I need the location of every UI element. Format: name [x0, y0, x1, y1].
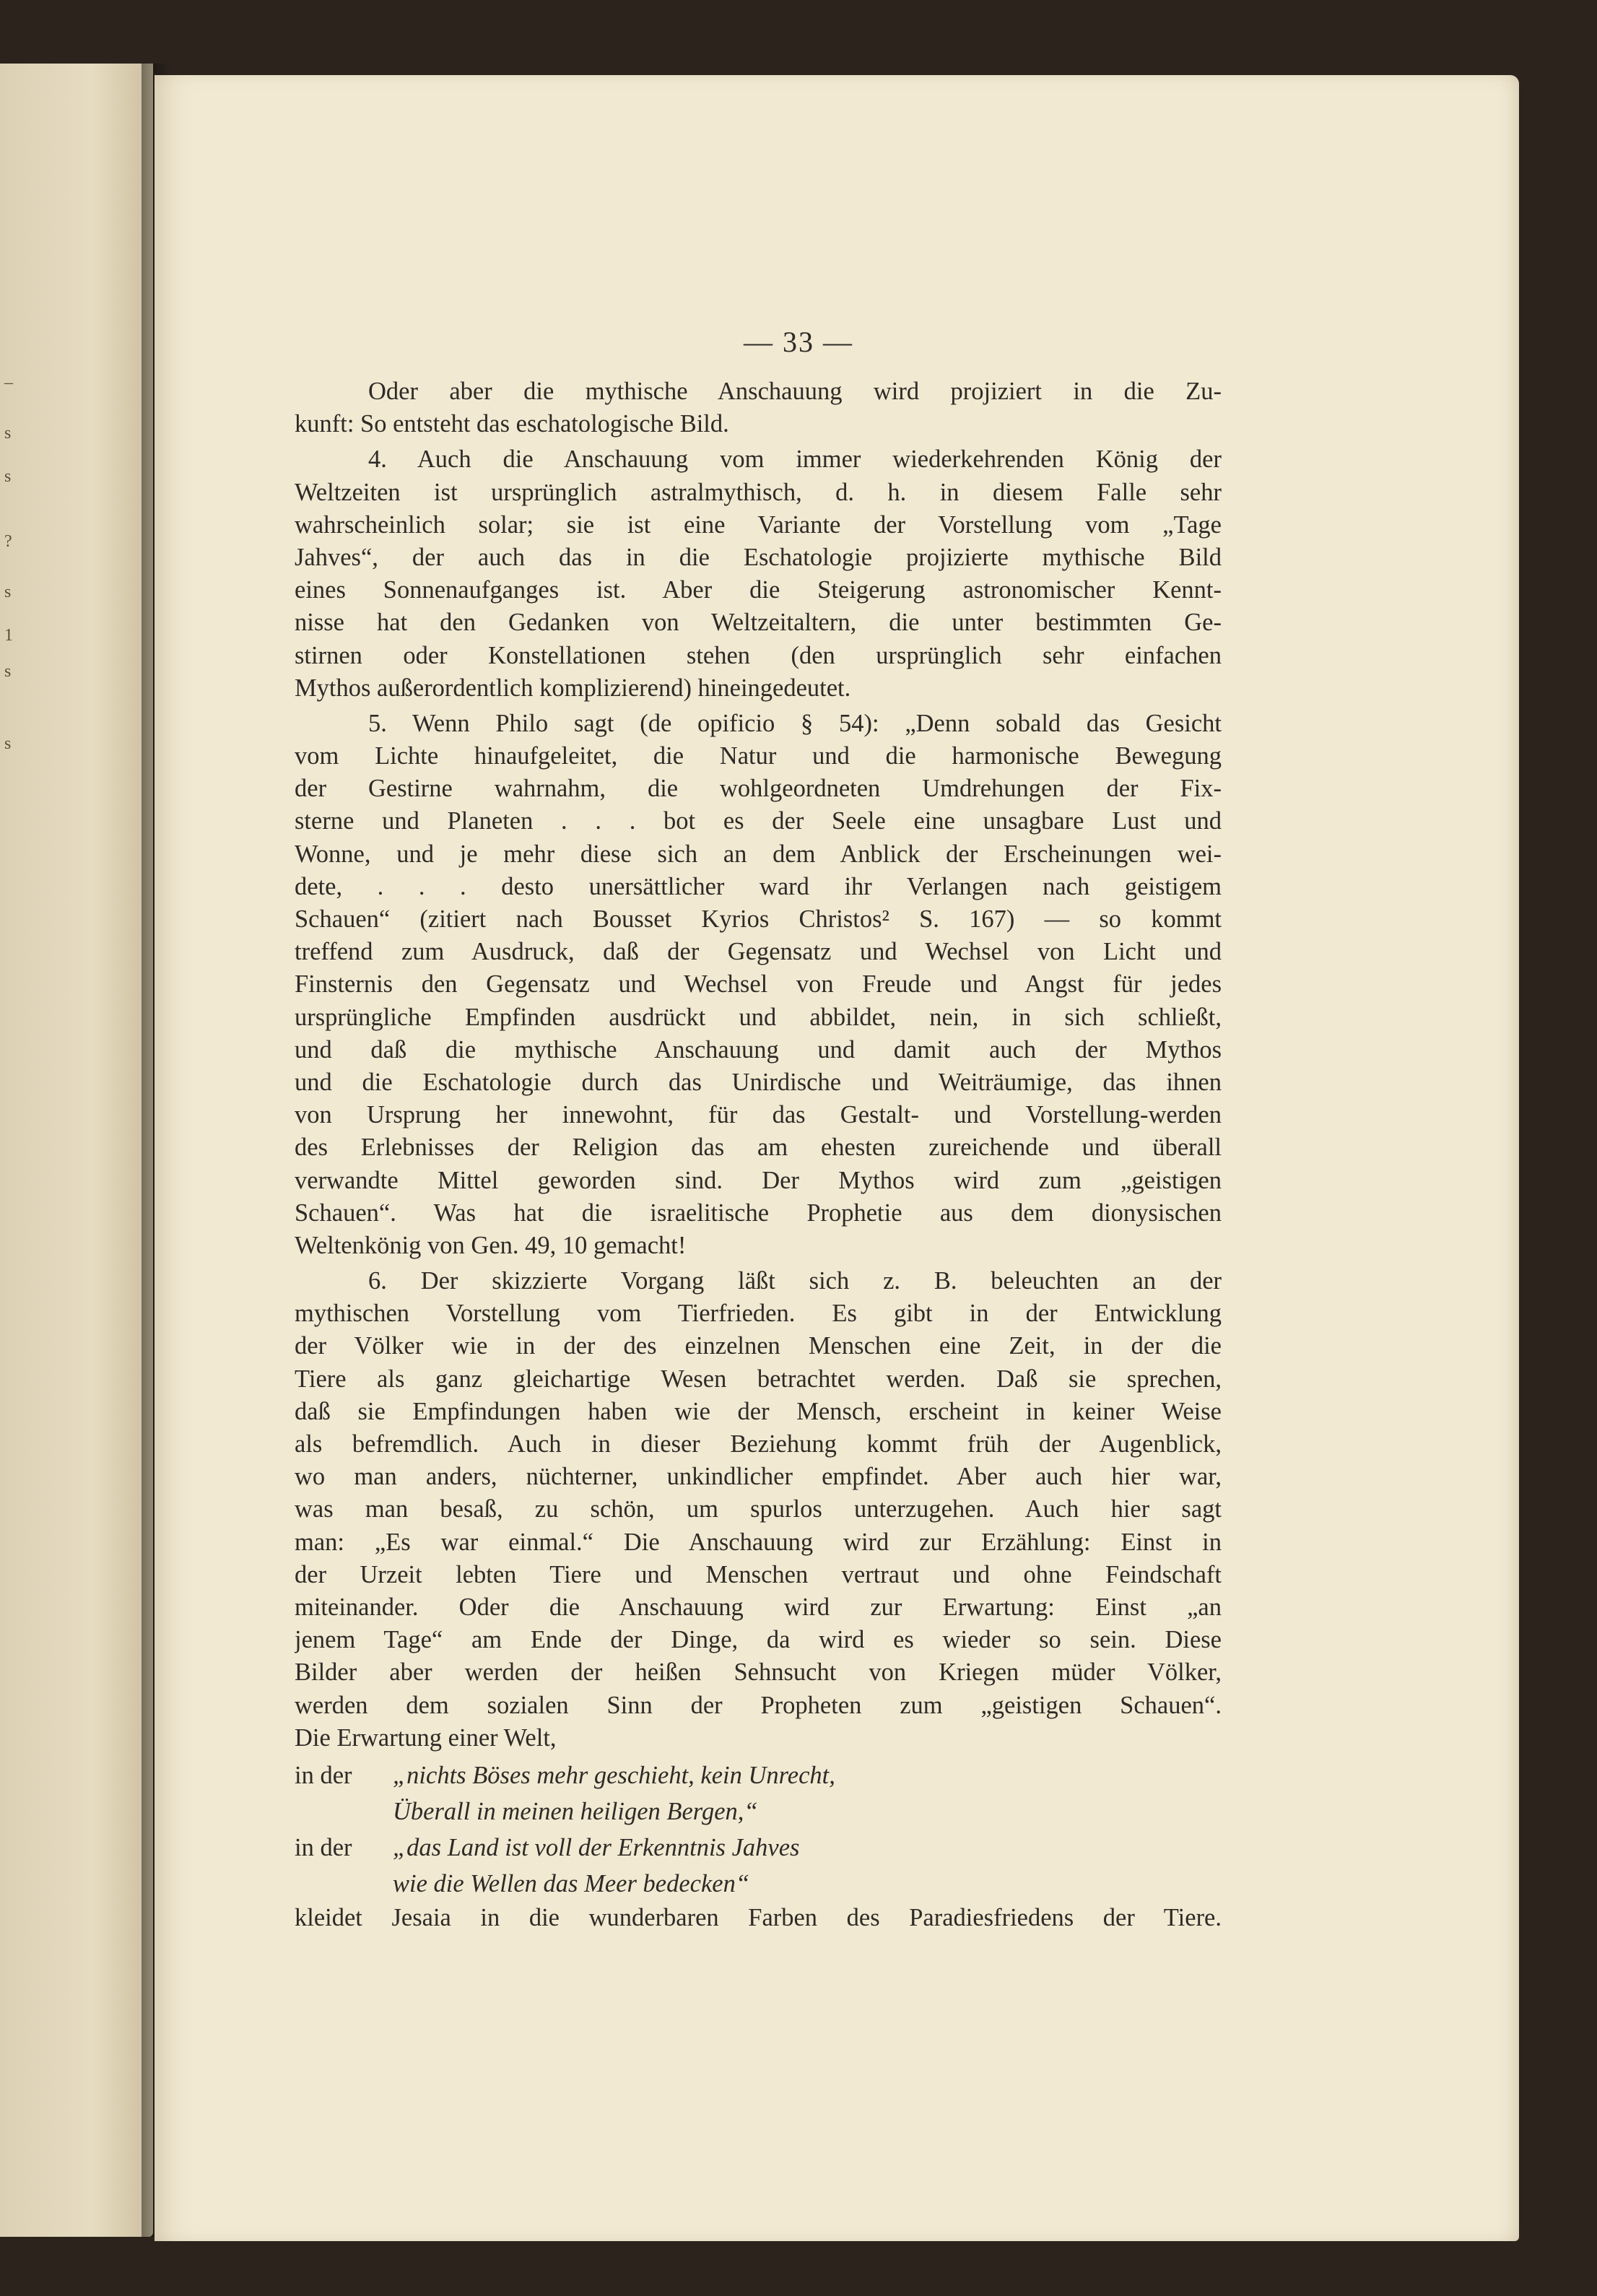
body-text: [295, 375, 1222, 1934]
text-line: Schauen“. Was hat die israelitische Prophetie aus dem dionysischen: [295, 1199, 1222, 1227]
quote-line: [295, 1830, 1222, 1866]
text-line: vom Lichte hinaufgeleitet, die Natur und die harmonische Bewegung: [295, 742, 1222, 770]
left-page-marks: [0, 64, 17, 2237]
left-page-mark: s: [4, 467, 12, 486]
text-line: ursprüngliche Empfinden ausdrückt und abbildet, nein, in sich schließt,: [295, 1003, 1222, 1031]
text-line: Schauen“ (zitiert nach Bousset Kyrios Christos² S. 167) — so kommt: [295, 905, 1222, 933]
text-line: nisse hat den Gedanken von Weltzeitaltern, die unter bestimmten Ge-: [295, 609, 1222, 637]
paragraph: [295, 443, 1222, 705]
quote-verse: wie die Wellen das Meer bedecken“: [393, 1869, 750, 1897]
text-line: was man besaß, zu schön, um spurlos unterzugehen. Auch hier sagt: [295, 1495, 1222, 1523]
closing-line: kleidet Jesaia in die wunderbaren Farben des Paradiesfriedens der Tiere.: [295, 1903, 1222, 1931]
left-page-mark: 1: [4, 626, 13, 645]
quotation: [295, 1757, 1222, 1902]
left-page-mark: s: [4, 583, 12, 601]
paragraph: [295, 708, 1222, 1262]
text-line: werden dem sozialen Sinn der Propheten zum „geistigen Schauen“.: [295, 1691, 1222, 1719]
text-line: und die Eschatologie durch das Unirdische und Weiträumige, das ihnen: [295, 1068, 1222, 1096]
left-page-mark: ?: [4, 532, 12, 551]
text-line: jenem Tage“ am Ende der Dinge, da wird es wieder so sein. Diese: [295, 1626, 1222, 1654]
text-line: Jahves“, der auch das in die Eschatologie projizierte mythische Bild: [295, 543, 1222, 571]
text-line: Tiere als ganz gleichartige Wesen betrachtet werden. Daß sie sprechen,: [295, 1365, 1222, 1393]
text-line: der Urzeit lebten Tiere und Menschen vertraut und ohne Feindschaft: [295, 1560, 1222, 1588]
text-line: miteinander. Oder die Anschauung wird zur Erwartung: Einst „an: [295, 1593, 1222, 1621]
text-line: des Erlebnisses der Religion das am ehesten zureichende und überall: [295, 1134, 1222, 1162]
quote-line: [295, 1866, 1222, 1902]
text-line: man: „Es war einmal.“ Die Anschauung wird zur Erzählung: Einst in: [295, 1528, 1222, 1556]
left-page-mark: s: [4, 424, 12, 443]
text-line: 4. Auch die Anschauung vom immer wiederkehrenden König der: [368, 445, 1222, 474]
text-line: Bilder aber werden der heißen Sehnsucht von Kriegen müder Völker,: [295, 1658, 1222, 1687]
page-number: — 33 —: [744, 326, 853, 358]
left-page-mark: –: [4, 373, 13, 392]
text-line: Finsternis den Gegensatz und Wechsel von Freude und Angst für jedes: [295, 970, 1222, 999]
left-page-mark: s: [4, 662, 12, 681]
text-line: sterne und Planeten . . . bot es der Seele eine unsagbare Lust und: [295, 807, 1222, 835]
quote-verse: Überall in meinen heiligen Bergen,“: [393, 1797, 758, 1825]
left-page-edge: [0, 64, 153, 2237]
quote-verse: „nichts Böses mehr geschieht, kein Unrecht,: [393, 1761, 835, 1789]
text-line: Die Erwartung einer Welt,: [295, 1723, 557, 1752]
paragraph: [295, 1265, 1222, 1754]
quote-line: [295, 1793, 1222, 1830]
text-line: stirnen oder Konstellationen stehen (den ursprünglich sehr einfachen: [295, 641, 1222, 669]
text-line: wahrscheinlich solar; sie ist eine Variante der Vorstellung vom „Tage: [295, 510, 1222, 539]
quote-line: [295, 1757, 1222, 1793]
quote-intro: in der: [295, 1833, 352, 1861]
text-line: und daß die mythische Anschauung und damit auch der Mythos: [295, 1035, 1222, 1064]
quote-verse: „das Land ist voll der Erkenntnis Jahves: [393, 1833, 800, 1861]
text-line: verwandte Mittel geworden sind. Der Mythos wird zum „geistigen: [295, 1166, 1222, 1194]
text-line: Wonne, und je mehr diese sich an dem Anblick der Erscheinungen wei-: [295, 840, 1222, 868]
text-line: wo man anders, nüchterner, unkindlicher empfindet. Aber auch hier war,: [295, 1463, 1222, 1491]
text-line: Weltenkönig von Gen. 49, 10 gemacht!: [295, 1231, 687, 1259]
left-page-mark: s: [4, 734, 12, 753]
text-line: Mythos außerordentlich komplizierend) hineingedeutet.: [295, 674, 851, 702]
text-line: von Ursprung her innewohnt, für das Gestalt- und Vorstellung-werden: [295, 1101, 1222, 1129]
text-line: der Gestirne wahrnahm, die wohlgeordneten Umdrehungen der Fix-: [295, 775, 1222, 803]
text-line: Oder aber die mythische Anschauung wird projiziert in die Zu-: [368, 378, 1222, 405]
paragraph: [295, 375, 1222, 440]
text-line: Weltzeiten ist ursprünglich astralmythisch, d. h. in diesem Falle sehr: [295, 478, 1222, 506]
quote-intro: in der: [295, 1761, 352, 1789]
text-line: 5. Wenn Philo sagt (de opificio § 54): „Denn sobald das Gesicht: [368, 709, 1222, 737]
text-line: der Völker wie in der des einzelnen Menschen eine Zeit, in der die: [295, 1332, 1222, 1360]
text-line: kunft: So entsteht das eschatologische Bild.: [295, 410, 729, 438]
text-line: 6. Der skizzierte Vorgang läßt sich z. B. beleuchten an der: [368, 1267, 1222, 1295]
text-line: treffend zum Ausdruck, daß der Gegensatz und Wechsel von Licht und: [295, 938, 1222, 966]
text-line: daß sie Empfindungen haben wie der Mensch, erscheint in keiner Weise: [295, 1397, 1222, 1425]
text-line: dete, . . . desto unersättlicher ward ihr Verlangen nach geistigem: [295, 872, 1222, 900]
text-line: eines Sonnenaufganges ist. Aber die Steigerung astronomischer Kennt-: [295, 576, 1222, 604]
text-line: als befremdlich. Auch in dieser Beziehung kommt früh der Augenblick,: [295, 1430, 1222, 1458]
text-line: mythischen Vorstellung vom Tierfrieden. Es gibt in der Entwicklung: [295, 1300, 1222, 1328]
